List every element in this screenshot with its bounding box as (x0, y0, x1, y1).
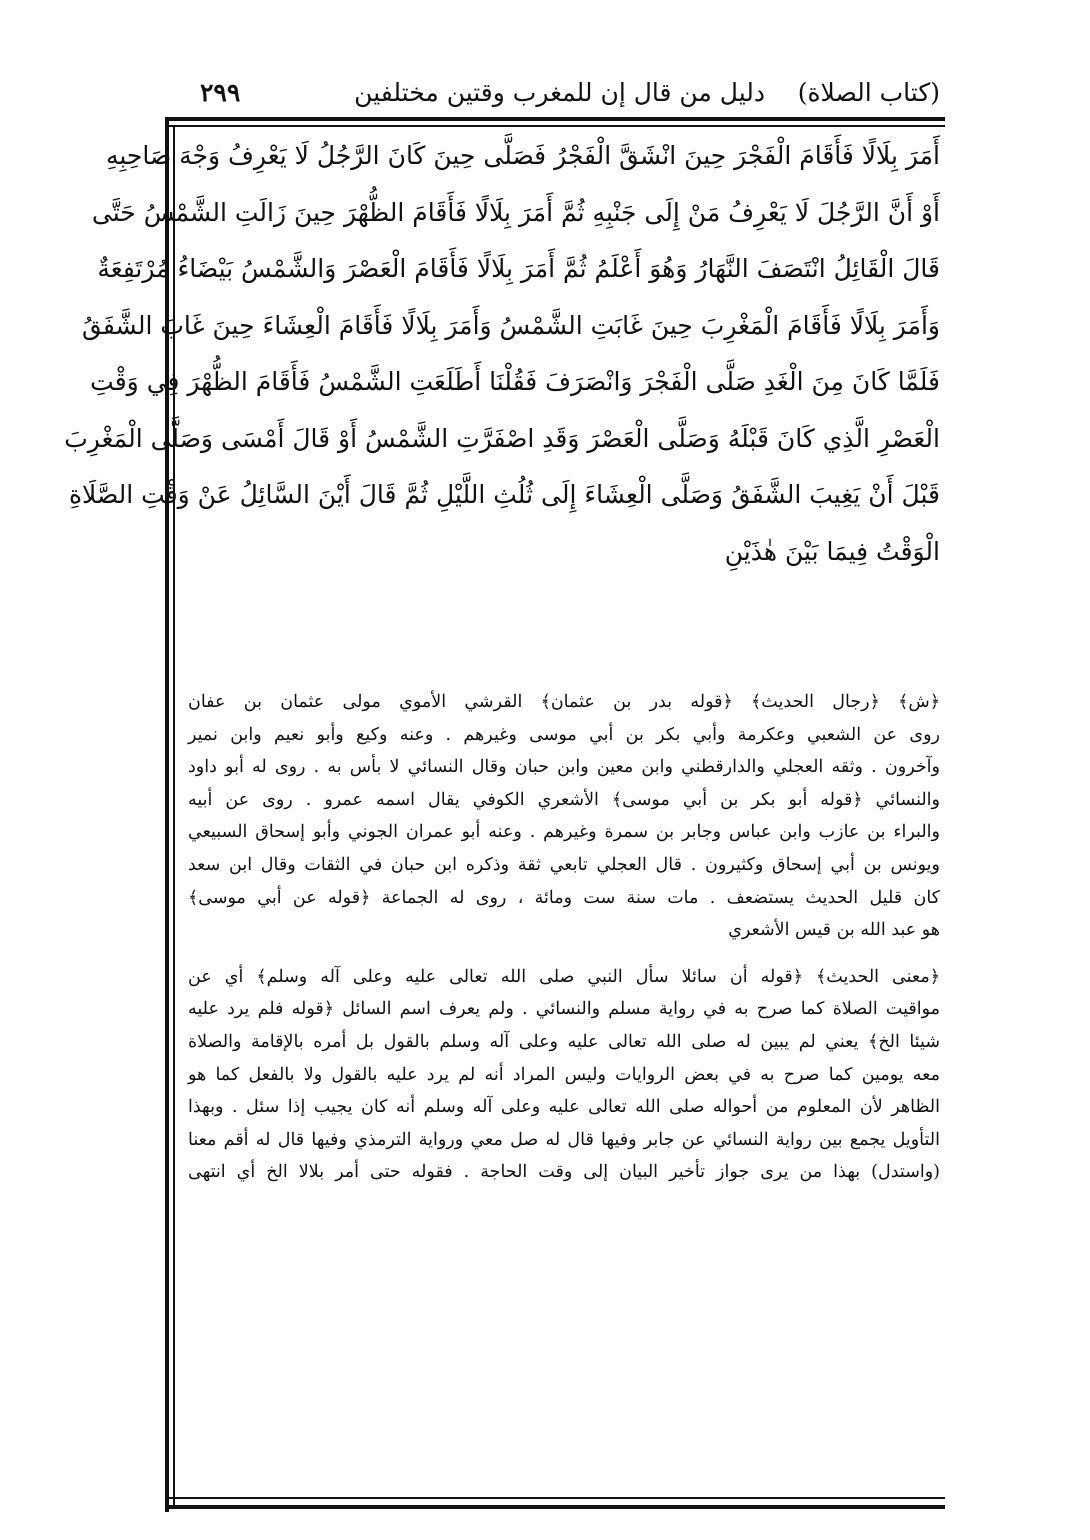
hadith-text (64, 128, 940, 580)
commentary-line: الظاهر لأن المعلوم من أحواله صلى الله تعالى عليه وعلى آله وسلم أنه كان يجيب إذا سئل . وبهذا (188, 1097, 940, 1118)
commentary-line: (واستدل) بهذا من يرى جواز تأخير البيان إلى وقت الحاجة . فقوله حتى أمر بلالا الخ أي انتهى (188, 1162, 940, 1183)
chapter-title: (كتاب الصلاة) (797, 78, 940, 107)
commentary (188, 686, 940, 1189)
hadith-line: الْعَصْرِ الَّذِي كَانَ قَبْلَهُ وَصَلَّى الْعَصْرَ وَقَدِ اصْفَرَّتِ الشَّمْسُ أَوْ قَالَ أَمْسَى وَصَلَّى الْمَغْرِبَ (64, 423, 940, 453)
hadith-line: فَلَمَّا كَانَ مِنَ الْغَدِ صَلَّى الْفَجْرَ وَانْصَرَفَ فَقُلْنَا أَطَلَعَتِ الشَّمْسُ فَأَقَامَ الظُّهْرَ فِي وَقْتِ (90, 367, 940, 396)
commentary-line: التأويل يجمع بين رواية النسائي عن جابر وفيها قال له صل معي ورواية الترمذي وفيها قال له أقم معنا (188, 1129, 940, 1150)
running-header (180, 78, 940, 118)
hadith-line: أَمَرَ بِلَالًا فَأَقَامَ الْفَجْرَ حِينَ انْشَقَّ الْفَجْرُ فَصَلَّى حِينَ كَانَ الرَّجُلُ لَا يَعْرِفُ وَجْهَ صَاحِبِهِ (105, 141, 940, 170)
paragraph-gap (188, 947, 940, 961)
bottom-rule-thin (165, 1497, 945, 1499)
commentary-line: روى عن الشعبي وعكرمة وأبي بكر بن أبي موسى وغيرهم . وعنه وكيع وأبو نعيم وابن نمير (188, 724, 940, 745)
commentary-line: ويونس بن أبي إسحاق وكثيرون . قال العجلي تابعي ثقة وذكره ابن حبان في الثقات وقال ابن سعد (188, 854, 940, 875)
top-rule-thin (165, 125, 945, 127)
bottom-rule-thick (165, 1505, 945, 1509)
page-number: ٢٩٩ (200, 78, 241, 107)
commentary-line: هو عبد الله بن قيس الأشعري (728, 920, 940, 941)
commentary-line: والنسائي ﴿قوله أبو بكر بن أبي موسى﴾ الأشعري الكوفي يقال اسمه عمرو . روى عن أبيه (188, 789, 940, 810)
commentary-line: شيئا الخ﴾ يعني لم يبين له صلى الله تعالى عليه وعلى آله وسلم بالقول بل أمره بالإقامة والصلاة (188, 1031, 940, 1052)
commentary-meaning (188, 961, 940, 1189)
commentary-line: معه يومين كما صرح به في بعض الروايات وليس المراد أنه لم يرد عليه بالقول ولا بالفعل كما هو (188, 1064, 940, 1085)
top-rule-thick (165, 117, 945, 121)
hadith-line: أَوْ أَنَّ الرَّجُلَ لَا يَعْرِفُ مَنْ إِلَى جَنْبِهِ ثُمَّ أَمَرَ بِلَالًا فَأَقَامَ الظُّهْرَ حِينَ زَالَتِ الشَّمْسُ حَتَّى (91, 197, 940, 227)
commentary-line: كان قليل الحديث يستضعف . مات سنة ست ومائة ، روى له الجماعة ﴿قوله عن أبي موسى﴾ (188, 887, 940, 908)
commentary-line: ﴿معنى الحديث﴾ ﴿قوله أن سائلا سأل النبي صلى الله تعالى عليه وعلى آله وسلم﴾ أي عن (188, 966, 940, 987)
commentary-line: والبراء بن عازب وابن عباس وجابر بن سمرة وغيرهم . وعنه أبو عمران الجوني وأبو إسحاق السبيعي (188, 822, 940, 843)
hadith-line: وَأَمَرَ بِلَالًا فَأَقَامَ الْمَغْرِبَ حِينَ غَابَتِ الشَّمْسُ وَأَمَرَ بِلَالًا فَأَقَامَ الْعِشَاءَ حِينَ غَابَ الشَّفَقُ (82, 310, 940, 340)
section-title: دليل من قال إن للمغرب وقتين مختلفين (354, 78, 765, 107)
hadith-line: الْوَقْتُ فِيمَا بَيْنَ هٰذَيْنِ (724, 536, 940, 566)
commentary-narrators (188, 686, 940, 947)
commentary-line: مواقيت الصلاة كما صرح به في رواية مسلم والنسائي . ولم يعرف اسم السائل ﴿قوله فلم يرد عليه (188, 999, 940, 1020)
hadith-line: قَبْلَ أَنْ يَغِيبَ الشَّفَقُ وَصَلَّى الْعِشَاءَ إِلَى ثُلُثِ اللَّيْلِ ثُمَّ قَالَ أَيْنَ السَّائِلُ عَنْ وَقْتِ الصَّلَاةِ (68, 480, 940, 509)
commentary-line: ﴿ش﴾ ﴿رجال الحديث﴾ ﴿قوله بدر بن عثمان﴾ القرشي الأموي مولى عثمان بن عفان (188, 692, 940, 712)
commentary-line: وآخرون . وثقه العجلي والدارقطني وابن معين وابن حبان وقال النسائي لا بأس به . روى له أبو داود (188, 757, 940, 778)
hadith-line: قَالَ الْقَائِلُ انْتَصَفَ النَّهَارُ وَهُوَ أَعْلَمُ ثُمَّ أَمَرَ بِلَالًا فَأَقَامَ الْعَصْرَ وَالشَّمْسُ بَيْضَاءُ مُرْتَفِعَةٌ (97, 254, 940, 283)
